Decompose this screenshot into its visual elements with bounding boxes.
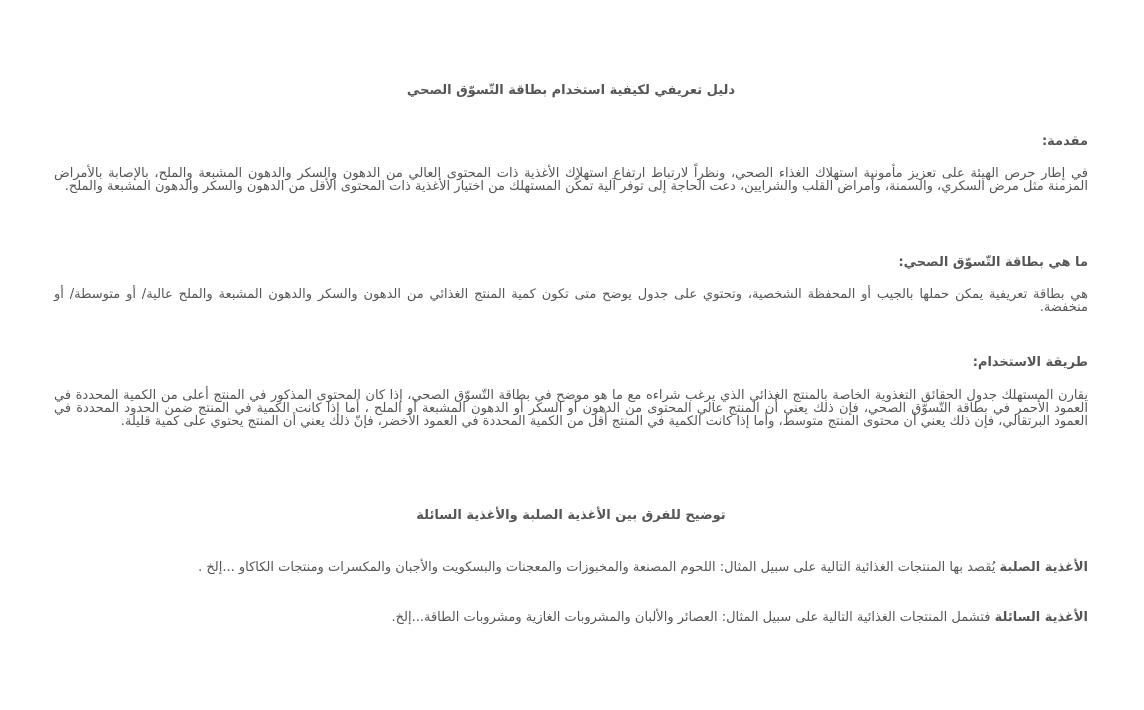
- usage-heading: طريقة الاستخدام:: [972, 355, 1088, 370]
- what-is-heading: ما هي بطاقة التّسوّق الصحي:: [898, 255, 1088, 270]
- what-is-paragraph: هي بطاقة تعريفية يمكن حملها بالجيب أو المحفظة الشخصية، وتحتوي على جدول يوضح متى تكون كمية المنتج الغذائي من الدهون والسكر والدهون المشبعة والملح عالية/ أو متوسطة/ أو منخفضة.: [54, 287, 1088, 315]
- usage-paragraph: يقارن المستهلك جدول الحقائق التغذوية الخاصة بالمنتج الغذائي الذي يرغب شراءه مع ما هو موضح في بطاقة التّسوّق الصحي، إذا كان المحتوى المذكور في المنتج أعلى من الكمية المحددة في العمود الأحمر في بطاقة التّسوّق الصحي، فإن ذلك يعني أن المنتج عالي المحتوى من الدهون أو السكر أو الدهون المشبعة أو الملح ، أما إذا كانت الكمية في المنتج ضمن الحدود المحددة في العمود البرتقالي، فإن ذلك يعني أن محتوى المنتج متوسط، وأما إذا كانت الكمية في المنتج أقل من الكمية المحددة في العمود الأخضر، فإنّ ذلك يعني أن المنتج يحتوي على كمية قليلة.: [54, 388, 1088, 429]
- document-page: [54, 0, 1088, 710]
- document-title: دليل تعريفي لكيفية استخدام بطاقة التّسوّق الصحي: [406, 83, 736, 98]
- liquid-foods-text: فتشمل المنتجات الغذائية التالية على سبيل المثال: العصائر والألبان والمشروبات الغازية ومشروبات الطاقة...إلخ.: [391, 610, 995, 625]
- solid-foods-term: الأغذية الصلبة: [999, 560, 1088, 575]
- liquid-foods-definition: [54, 610, 1088, 626]
- difference-title: توضيح للفرق بين الأغذية الصلبة والأغذية السائلة: [416, 508, 726, 523]
- liquid-foods-term: الأغذية السائلة: [994, 610, 1088, 625]
- solid-foods-text: يُقصد بها المنتجات الغذائية التالية على سبيل المثال: اللحوم المصنعة والمخبوزات والمعجنات والبسكويت والأجبان والمكسرات ومنتجات الكاكاو ...إلخ .: [198, 560, 1000, 575]
- solid-foods-definition: [54, 560, 1088, 576]
- intro-heading: مقدمة:: [1041, 134, 1088, 149]
- intro-paragraph: في إطار حرص الهيئة على تعزيز مأمونية استهلاك الغذاء الصحي، ونظراً لارتباط ارتفاع استهلاك الأغذية ذات المحتوى العالي من الدهون والسكر والدهون المشبعة والملح، بالإصابة بالأمراض المزمنة مثل مرض السكري، والسمنة، وأمراض القلب والشرايين، دعت الحاجة إلى توفر آلية تمكّن المستهلك من اختيار الأغذية ذات المحتوى الأقل من الدهون والسكر والدهون المشبعة والملح.: [54, 166, 1088, 194]
